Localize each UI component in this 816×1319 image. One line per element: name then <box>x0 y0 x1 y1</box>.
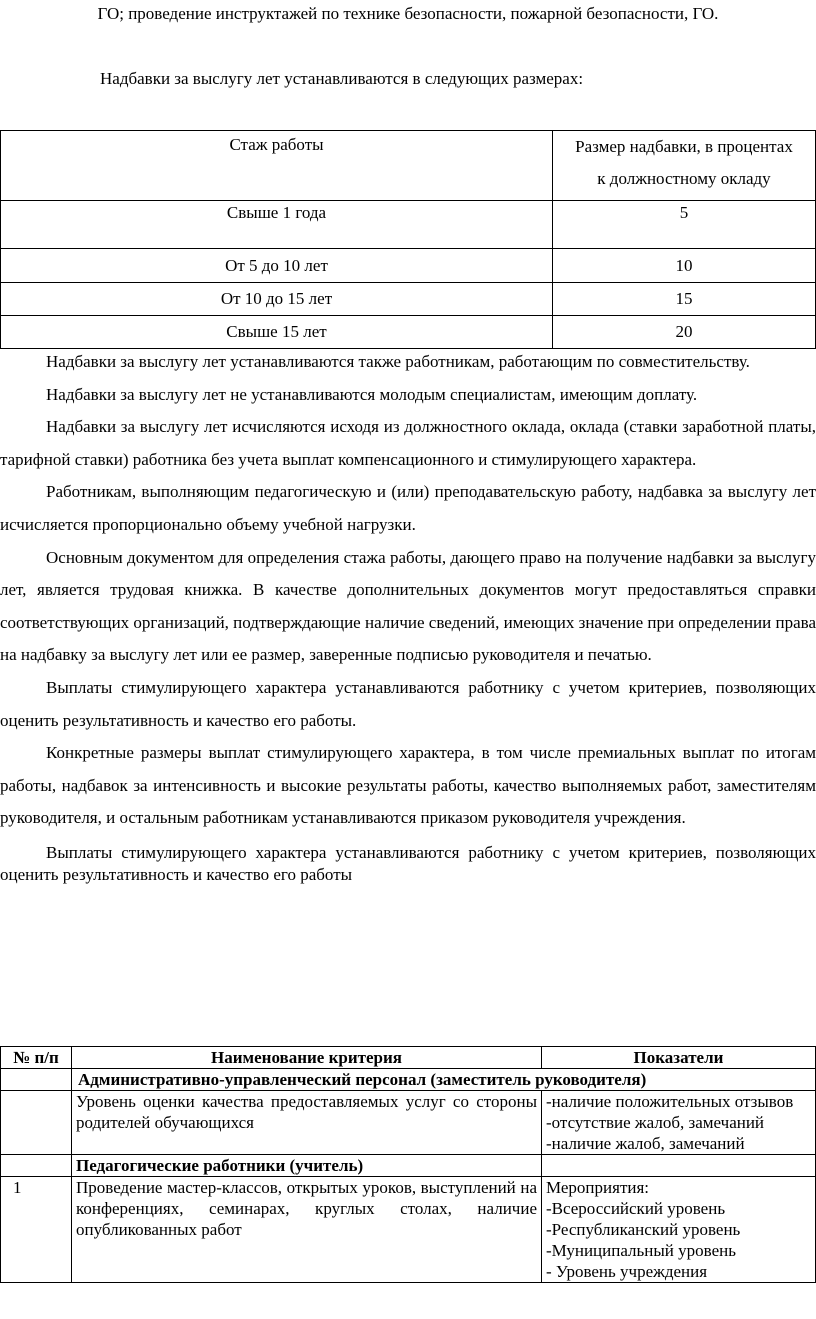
table-row <box>1 316 816 349</box>
seniority-table <box>0 130 816 349</box>
header-criterion: Наименование критерия <box>72 1047 542 1069</box>
paragraph: Конкретные размеры выплат стимулирующего характера, в том числе премиальных выплат по итогам работы, надбавок за интенсивность и высокие результаты работы, качество выполняемых работ, заместителям руководителя, и остальным работникам устанавливаются приказом руководителя учреждения. <box>0 743 816 828</box>
paragraph: Надбавки за выслугу лет не устанавливаются молодым специалистам, имеющим доплату. <box>46 384 698 404</box>
indicator-item: -наличие положительных отзывов <box>546 1092 794 1111</box>
section-row <box>1 1155 816 1177</box>
indicator-item: -Муниципальный уровень <box>546 1241 736 1260</box>
row-term: Свыше 15 лет <box>1 316 553 349</box>
row-indicators <box>542 1177 816 1283</box>
section-num-cell <box>1 1069 72 1091</box>
header-num: № п/п <box>1 1047 72 1069</box>
row-term: От 5 до 10 лет <box>1 249 553 283</box>
table-header-row <box>1 131 816 201</box>
row-percent: 10 <box>553 249 816 283</box>
intro-text: Надбавки за выслугу лет устанавливаются в следующих размерах: <box>100 69 584 88</box>
criteria-table <box>0 1046 816 1283</box>
paragraph: Выплаты стимулирующего характера устанавливаются работнику с учетом критериев, позволяющих оценить результативность и качество его работы <box>0 842 816 884</box>
header-percent <box>553 131 816 201</box>
header-percent-line2: к должностному окладу <box>597 169 771 188</box>
paragraph: Надбавки за выслугу лет исчисляются исходя из должностного оклада, оклада (ставки заработной платы, тарифной ставки) работника без учета выплат компенсационного и стимулирующего характера. <box>0 417 816 469</box>
top-line: ГО; проведение инструктажей по технике безопасности, пожарной безопасности, ГО. <box>97 4 719 23</box>
header-indicators: Показатели <box>542 1047 816 1069</box>
header-term <box>1 131 553 201</box>
body-text <box>0 346 816 886</box>
table-row <box>1 283 816 316</box>
section-title: Административно-управленческий персонал (заместитель руководителя) <box>72 1069 816 1091</box>
row-percent: 20 <box>553 316 816 349</box>
indicator-item: -Республиканский уровень <box>546 1220 741 1239</box>
criteria-header-row <box>1 1047 816 1069</box>
criteria-row <box>1 1177 816 1283</box>
row-criterion: Уровень оценки качества предоставляемых услуг со стороны родителей обучающихся <box>72 1091 542 1155</box>
row-term: Свыше 1 года <box>1 201 553 249</box>
paragraph: Надбавки за выслугу лет устанавливаются также работникам, работающим по совместительству. <box>46 352 750 371</box>
indicator-item: -отсутствие жалоб, замечаний <box>546 1113 765 1132</box>
table-row <box>1 201 816 249</box>
header-percent-line1: Размер надбавки, в процентах <box>575 137 793 156</box>
row-term: От 10 до 15 лет <box>1 283 553 316</box>
section-num-cell <box>1 1155 72 1177</box>
row-criterion: Проведение мастер-классов, открытых уроков, выступлений на конференциях, семинарах, круглых столах, наличие опубликованных работ <box>72 1177 542 1283</box>
criteria-row <box>1 1091 816 1155</box>
row-percent: 5 <box>553 201 816 249</box>
section-row <box>1 1069 816 1091</box>
section-title: Педагогические работники (учитель) <box>72 1155 542 1177</box>
row-indicators <box>542 1091 816 1155</box>
header-term-label: Стаж работы <box>229 135 324 154</box>
paragraph: Работникам, выполняющим педагогическую и (или) преподавательскую работу, надбавка за выслугу лет исчисляется пропорционально объему учебной нагрузки. <box>0 482 816 534</box>
indicator-item: Мероприятия: <box>546 1178 650 1197</box>
section-empty-cell <box>542 1155 816 1177</box>
paragraph: Выплаты стимулирующего характера устанавливаются работнику с учетом критериев, позволяющих оценить результативность и качество его работы. <box>0 677 816 730</box>
row-percent: 15 <box>553 283 816 316</box>
indicator-item: -Всероссийский уровень <box>546 1199 726 1218</box>
indicator-item: - Уровень учреждения <box>546 1262 708 1281</box>
paragraph: Основным документом для определения стажа работы, дающего право на получение надбавки за выслугу лет, является трудовая книжка. В качестве дополнительных документов могут предоставляться справки соответствующих организаций, подтверждающие наличие сведений, имеющих значение при определении права на надбавку за выслугу лет или ее размер, заверенные подписью руководителя и печатью. <box>0 547 816 665</box>
indicator-item: -наличие жалоб, замечаний <box>546 1134 745 1153</box>
row-num: 1 <box>1 1177 72 1283</box>
table-row <box>1 249 816 283</box>
row-num <box>1 1091 72 1155</box>
